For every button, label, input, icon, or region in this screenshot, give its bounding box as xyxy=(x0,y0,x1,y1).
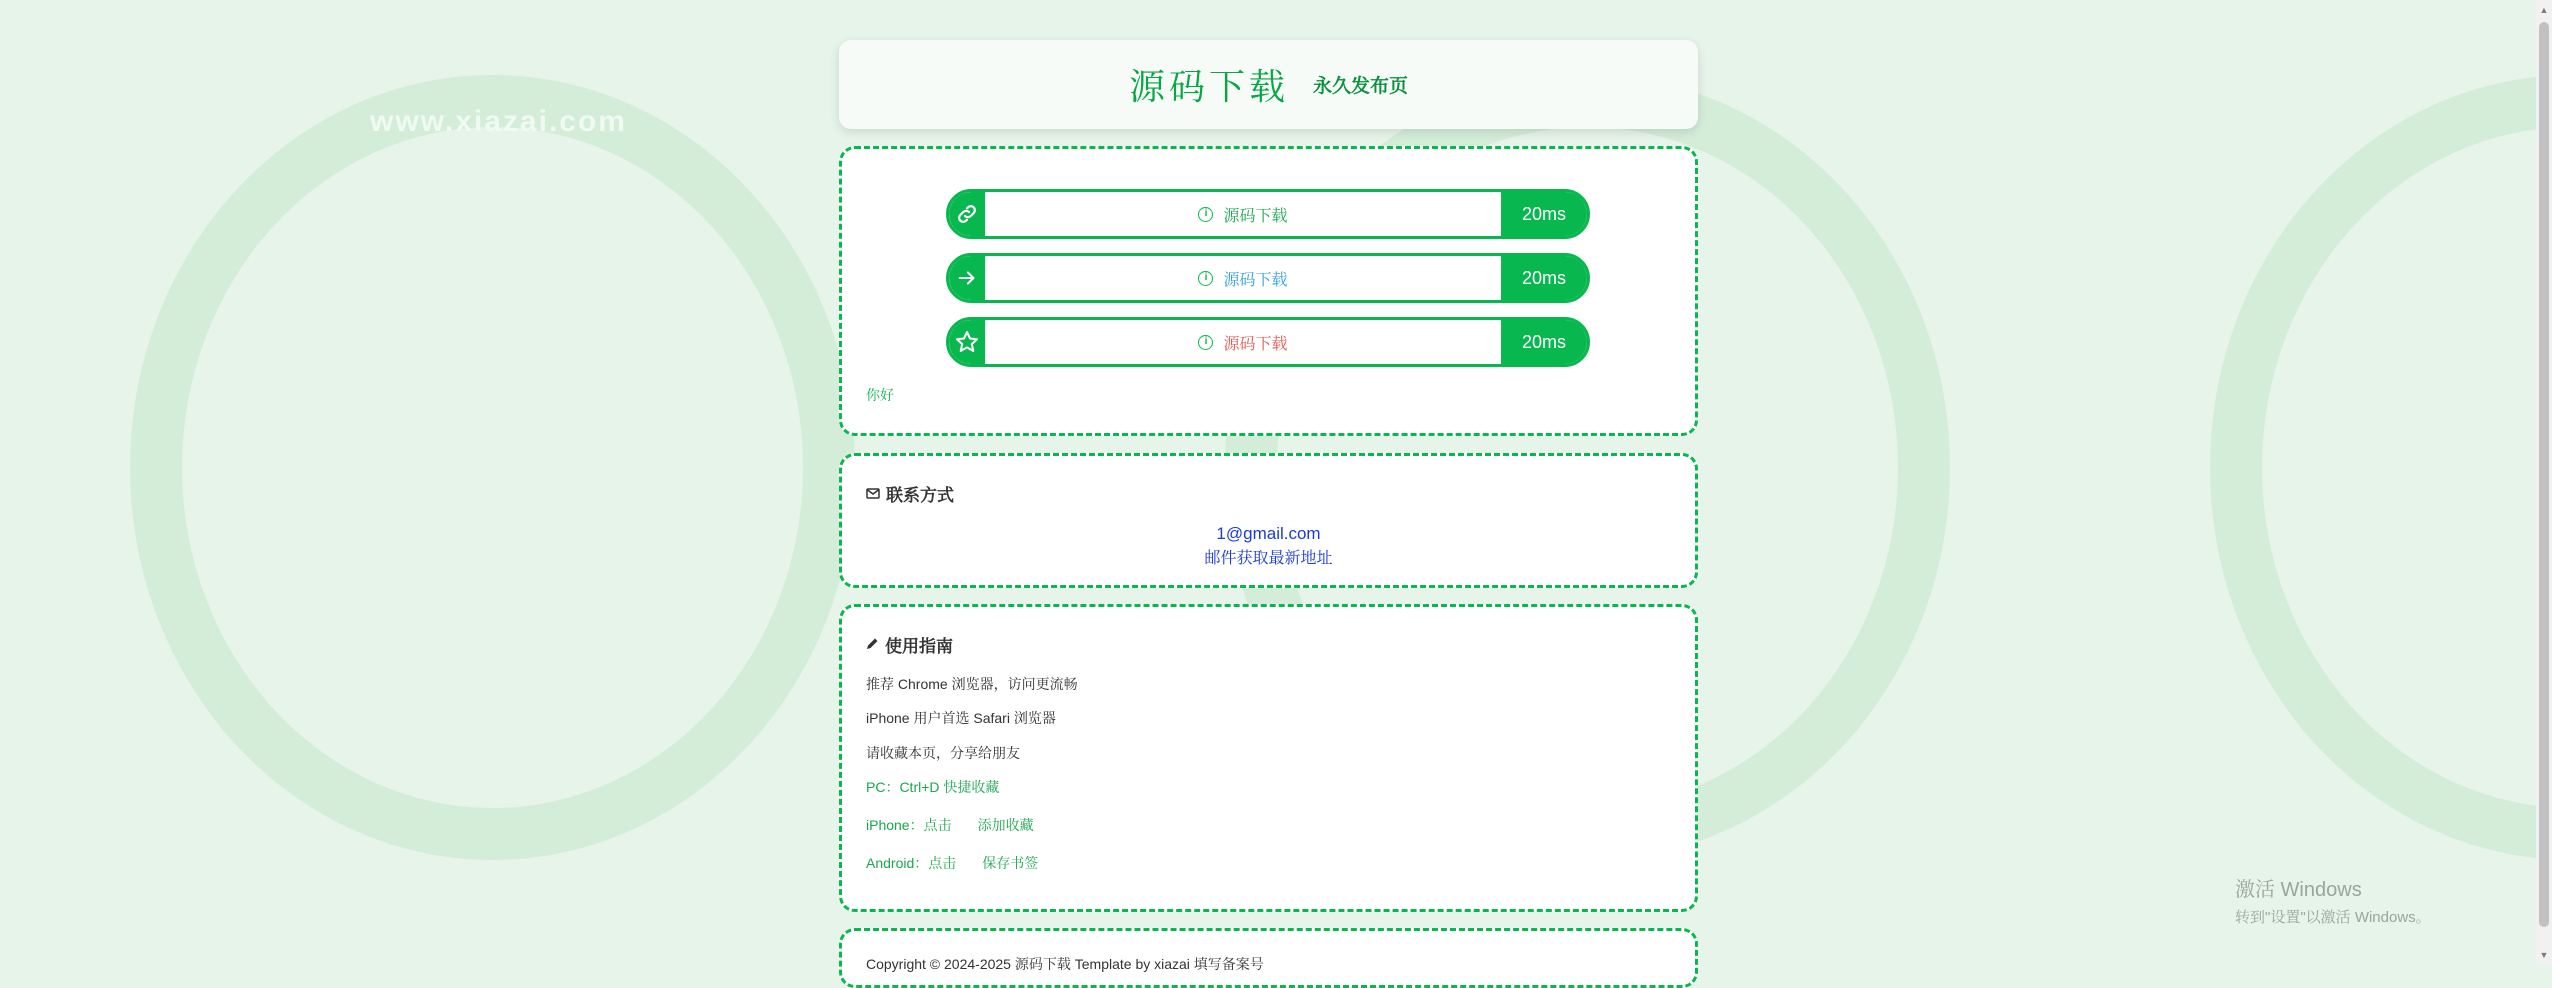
pencil-icon xyxy=(866,637,879,653)
page-header xyxy=(839,40,1698,129)
mirror-link-label-wrap xyxy=(985,192,1501,236)
contact-heading xyxy=(866,481,954,506)
windows-activation-notice xyxy=(2235,873,2431,927)
save-bookmark-link[interactable]: 保存书签 xyxy=(982,855,1039,871)
add-favorite-link[interactable]: 添加收藏 xyxy=(977,817,1034,833)
background-ring xyxy=(2210,75,2552,860)
info-icon: i xyxy=(1198,207,1213,222)
guide-title: 使用指南 xyxy=(885,637,953,656)
guide-heading xyxy=(866,632,953,657)
contact-note-link[interactable]: 邮件获取最新地址 xyxy=(1204,550,1333,567)
link-icon xyxy=(949,192,985,236)
activation-hint: 转到"设置"以激活 Windows。 xyxy=(2235,909,2431,926)
scrollbar-thumb[interactable] xyxy=(2539,22,2549,927)
guide-android-label: Android：点击 xyxy=(866,855,957,871)
latency-badge: 20ms xyxy=(1501,320,1587,364)
guide-tip: 推荐 Chrome 浏览器，访问更流畅 xyxy=(866,676,1078,692)
guide-pc-tip: PC：Ctrl+D 快捷收藏 xyxy=(866,779,1000,795)
info-icon: i xyxy=(1198,271,1213,286)
guide-tip: 请收藏本页，分享给朋友 xyxy=(866,745,1020,761)
scroll-down-icon[interactable]: ▼ xyxy=(2539,950,2549,960)
mirror-link-2[interactable] xyxy=(946,253,1590,303)
scroll-up-icon[interactable]: ▲ xyxy=(2539,5,2549,15)
mirror-link-label: 源码下载 xyxy=(1223,271,1288,289)
mirror-link-label: 源码下载 xyxy=(1223,335,1288,353)
mirror-link-label-wrap xyxy=(985,320,1501,364)
page-scrollbar[interactable] xyxy=(2536,0,2552,965)
hello-text: 你好 xyxy=(866,387,894,403)
background-ring xyxy=(130,75,855,860)
copyright-text: Copyright © 2024-2025 源码下载 Template by xiazai 填写备案号 xyxy=(866,956,1264,972)
activation-title: 激活 Windows xyxy=(2235,879,2362,901)
background-watermark: www.xiazai.com xyxy=(370,105,627,138)
footer-card xyxy=(839,928,1698,988)
mirror-link-3[interactable] xyxy=(946,317,1590,367)
contact-email-link[interactable]: 1@gmail.com xyxy=(1216,524,1321,543)
guide-card xyxy=(839,604,1698,912)
page-title: 源码下载 xyxy=(1128,67,1289,108)
guide-iphone-tip xyxy=(866,815,1034,835)
mirror-link-label-wrap xyxy=(985,256,1501,300)
contact-title: 联系方式 xyxy=(886,486,954,505)
contact-card xyxy=(839,453,1698,588)
guide-iphone-label: iPhone：点击 xyxy=(866,817,952,833)
latency-badge: 20ms xyxy=(1501,192,1587,236)
links-card xyxy=(839,146,1698,436)
mirror-link-1[interactable] xyxy=(946,189,1590,239)
mirror-link-label: 源码下载 xyxy=(1223,207,1288,225)
star-icon xyxy=(949,320,985,364)
guide-tip: iPhone 用户首选 Safari 浏览器 xyxy=(866,710,1056,726)
arrow-right-icon xyxy=(949,256,985,300)
info-icon: i xyxy=(1198,335,1213,350)
page-subtitle: 永久发布页 xyxy=(1313,75,1409,97)
latency-badge: 20ms xyxy=(1501,256,1587,300)
guide-android-tip xyxy=(866,853,1038,873)
mail-icon xyxy=(866,486,880,502)
